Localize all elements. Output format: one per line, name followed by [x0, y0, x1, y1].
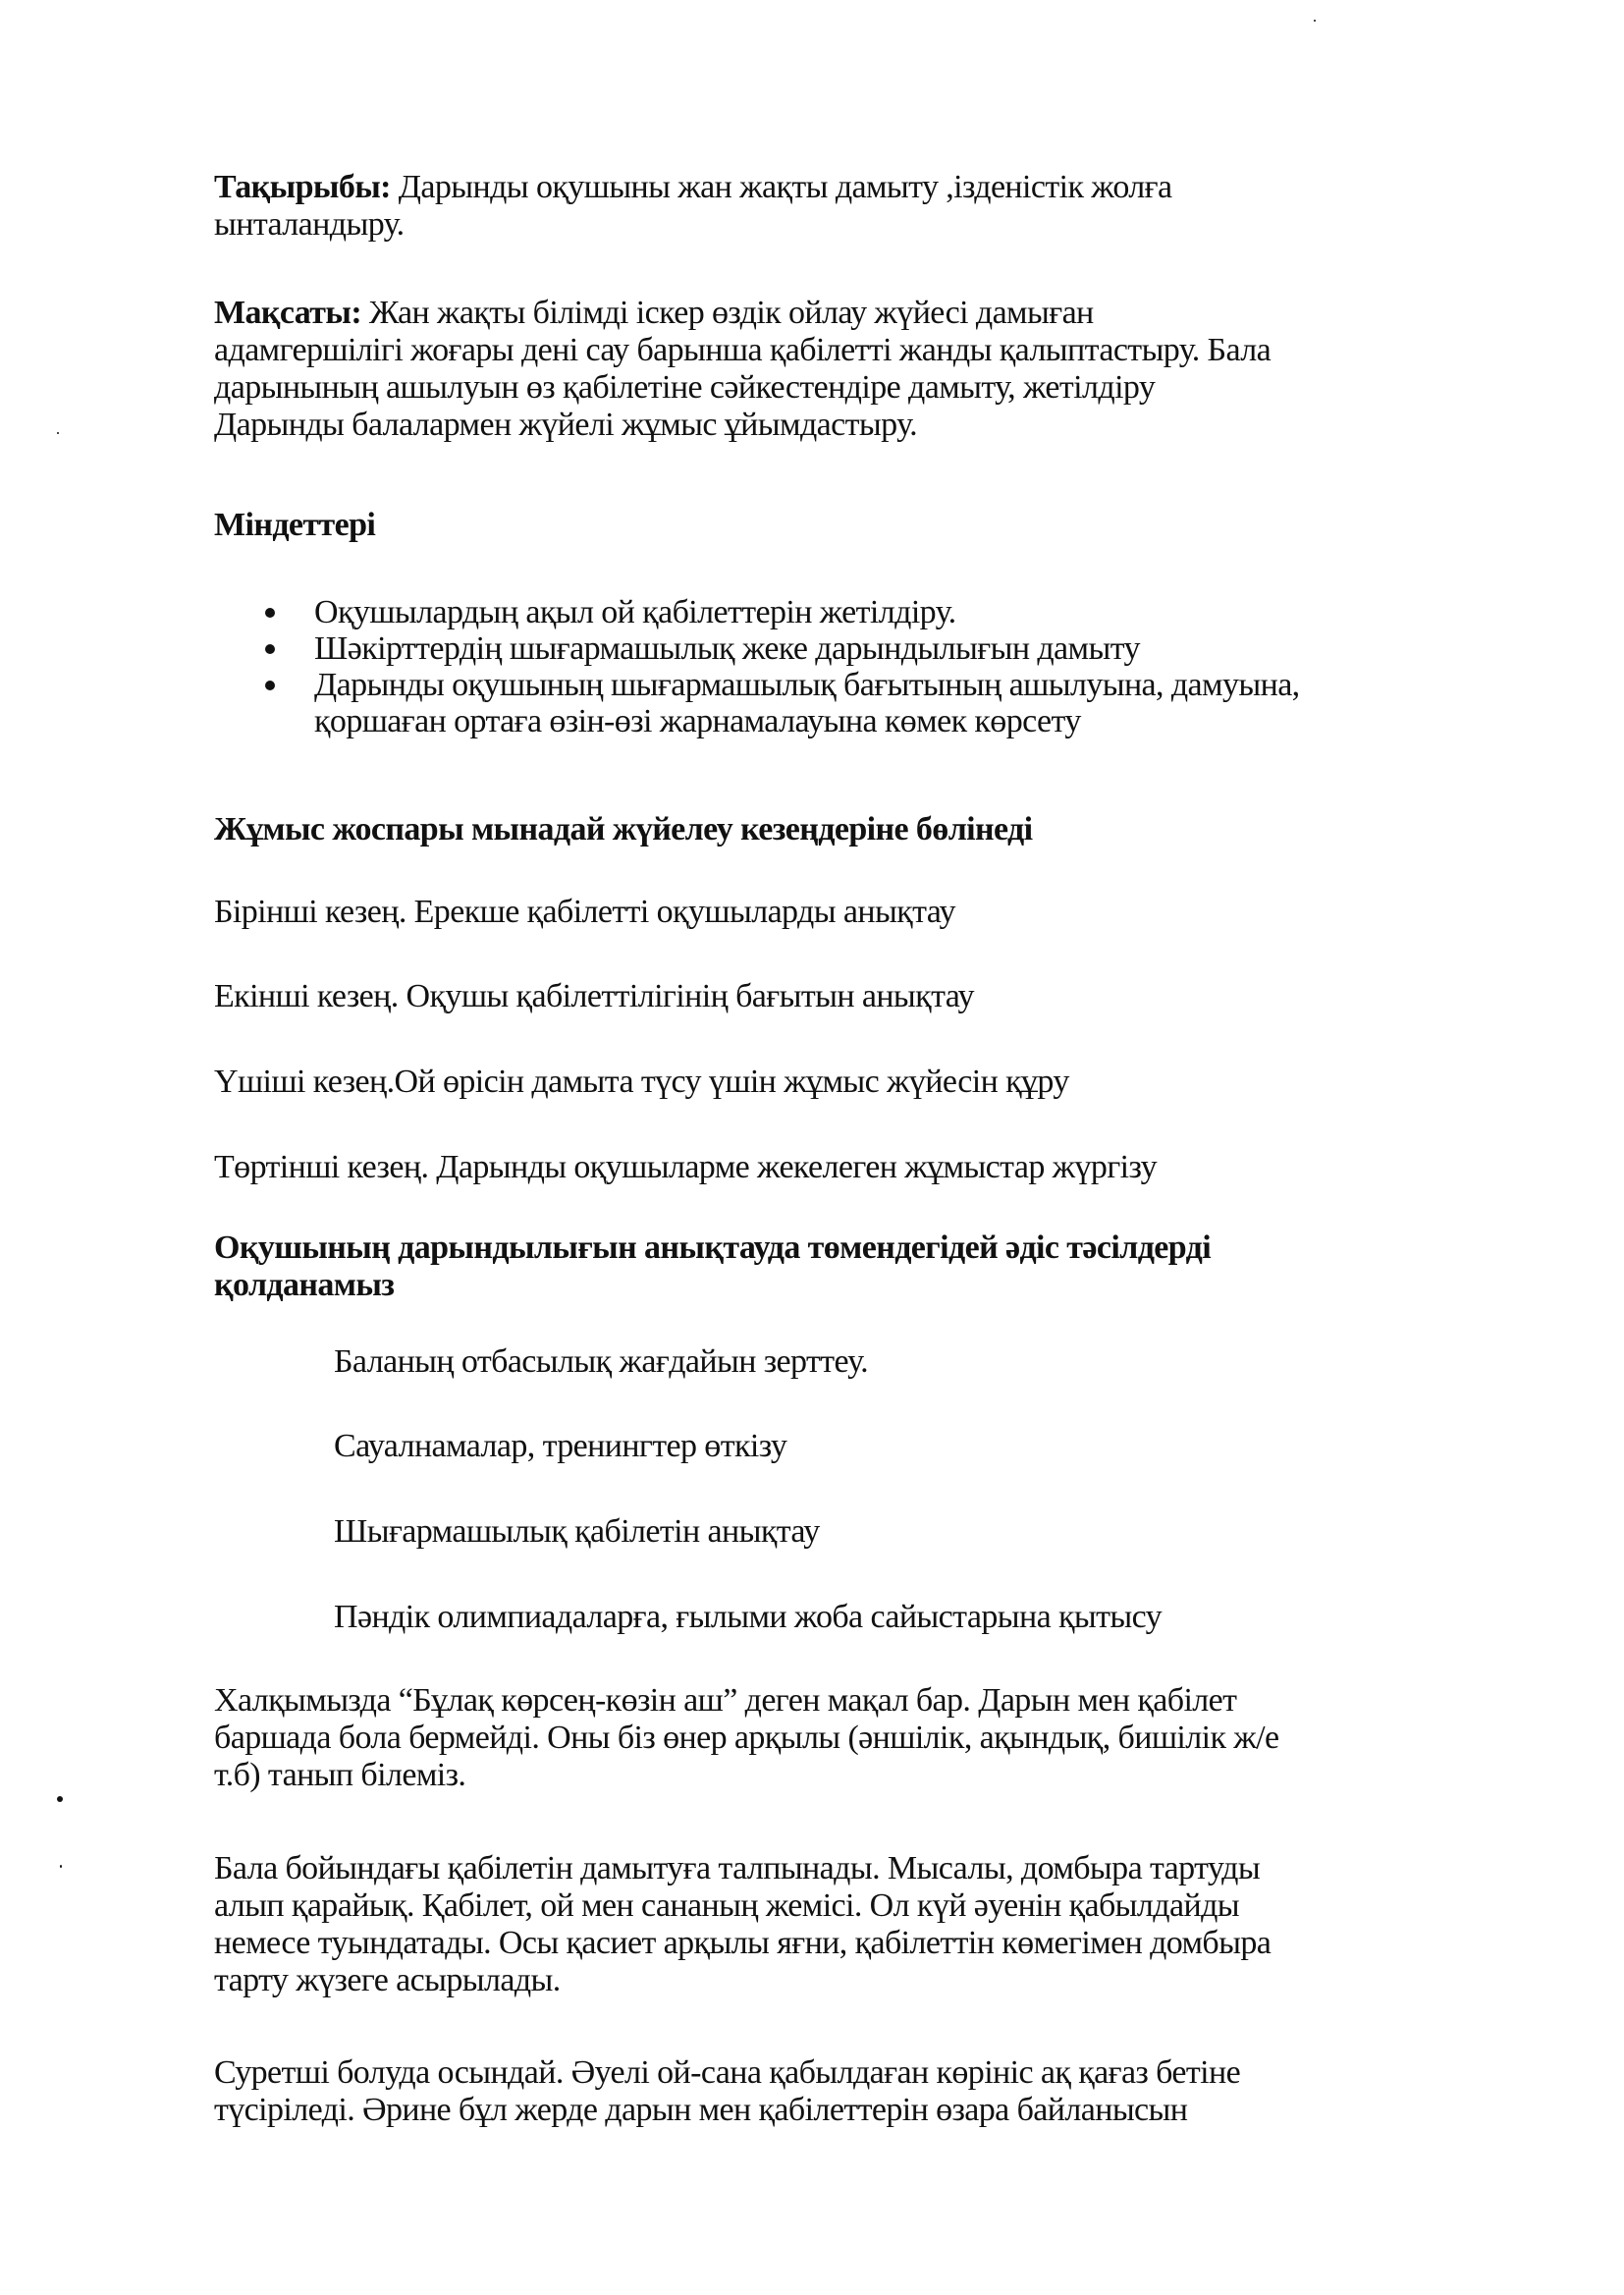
topic-text: Дарынды оқушыны жан жақты дамыту ,ізденістік жолға [390, 169, 1172, 205]
task-text: Шәкірттердің шығармашылық жеке дарындылығын дамыту [314, 630, 1140, 667]
method-item: Баланың отбасылық жағдайын зерттеу. [334, 1343, 869, 1380]
topic-label: Тақырыбы: [214, 169, 391, 205]
scan-speck [57, 432, 59, 434]
bullet-icon [265, 681, 275, 690]
goal-line-4: Дарынды балалармен жүйелі жұмыс ұйымдастыру. [214, 407, 917, 443]
methods-heading-line-1: Оқушының дарындылығын анықтауда төмендегідей әдіс тәсілдерді [214, 1229, 1212, 1266]
paragraph-line: түсіріледі. Әрине бұл жерде дарын мен қабілеттерін өзара байланысын [214, 2092, 1188, 2128]
plan-stage-4: Төртінші кезең. Дарынды оқушыларме жекелеген жұмыстар жүргізу [214, 1149, 1158, 1185]
paragraph-3 [214, 2054, 1500, 2129]
scan-speck [60, 1865, 62, 1868]
task-item [263, 594, 1520, 630]
paragraph-2 [214, 1850, 1500, 1999]
tasks-heading: Міндеттері [214, 507, 376, 543]
plan-stage-3: Үшіші кезең.Ой өрісін дамыта түсу үшін жұмыс жүйесін құру [214, 1064, 1069, 1100]
paragraph-line: Бала бойындағы қабілетін дамытуға талпынады. Мысалы, домбыра тартуды [214, 1850, 1261, 1886]
paragraph-line: немесе туындатады. Осы қасиет арқылы яғни, қабілеттін көмегімен домбыра [214, 1925, 1272, 1961]
paragraph-line: Халқымызда “Бұлақ көрсең-көзін аш” деген мақал бар. Дарын мен қабілет [214, 1682, 1237, 1719]
task-text-cont: қоршаған ортаға өзін-өзі жарнамалауына көмек көрсету [314, 703, 1081, 739]
topic-line-2: ынталандыру. [214, 206, 405, 243]
plan-stage-1: Бірінші кезең. Ерекше қабілетті оқушыларды анықтау [214, 894, 955, 930]
goal-line-3: дарынының ашылуын өз қабілетіне сәйкестендіре дамыту, жетілдіру [214, 369, 1156, 406]
task-text: Дарынды оқушының шығармашылық бағытының ашылуына, дамуына, [314, 667, 1300, 703]
methods-heading-line-2: қолданамыз [214, 1267, 395, 1303]
paragraph-1 [214, 1682, 1500, 1794]
method-item: Шығармашылық қабілетін анықтау [334, 1513, 820, 1550]
scan-speck [1314, 20, 1316, 22]
methods-heading [214, 1229, 1500, 1304]
paragraph-line: Суретші болуда осындай. Әуелі ой-сана қабылдаған көрініс ақ қағаз бетіне [214, 2054, 1241, 2091]
task-item [263, 630, 1520, 667]
bullet-icon [265, 644, 275, 654]
scan-speck [57, 1796, 63, 1802]
plan-heading: Жұмыс жоспары мынадай жүйелеу кезеңдеріне бөлінеді [214, 811, 1033, 847]
paragraph-line: тарту жүзеге асырылады. [214, 1962, 561, 1998]
paragraph-line: алып қарайық. Қабілет, ой мен сананың жемісі. Ол күй әуенін қабылдайды [214, 1887, 1240, 1924]
goal-section [214, 295, 1500, 444]
goal-line-1 [214, 295, 1500, 332]
task-item [263, 667, 1520, 739]
paragraph-line: баршада бола бермейді. Оны біз өнер арқылы (әншілік, ақындық, бишілік ж/е [214, 1720, 1279, 1756]
goal-text: Жан жақты білімді іскер өздік ойлау жүйесі дамыған [361, 295, 1094, 331]
method-item: Сауалнамалар, тренингтер өткізу [334, 1428, 787, 1464]
goal-label: Мақсаты: [214, 295, 362, 331]
topic-line-1 [214, 169, 1500, 206]
topic-section [214, 169, 1500, 244]
plan-stage-2: Екінші кезең. Оқушы қабілеттілігінің бағытын анықтау [214, 978, 974, 1014]
goal-line-2: адамгершілігі жоғары дені сау барынша қабілетті жанды қалыптастыру. Бала [214, 332, 1272, 368]
task-text: Оқушылардың ақыл ой қабілеттерін жетілдіру. [314, 594, 956, 630]
tasks-list [263, 594, 1520, 739]
bullet-icon [265, 608, 275, 618]
method-item: Пәндік олимпиадаларға, ғылыми жоба сайыстарына қытысу [334, 1599, 1163, 1635]
paragraph-line: т.б) танып білеміз. [214, 1757, 466, 1793]
